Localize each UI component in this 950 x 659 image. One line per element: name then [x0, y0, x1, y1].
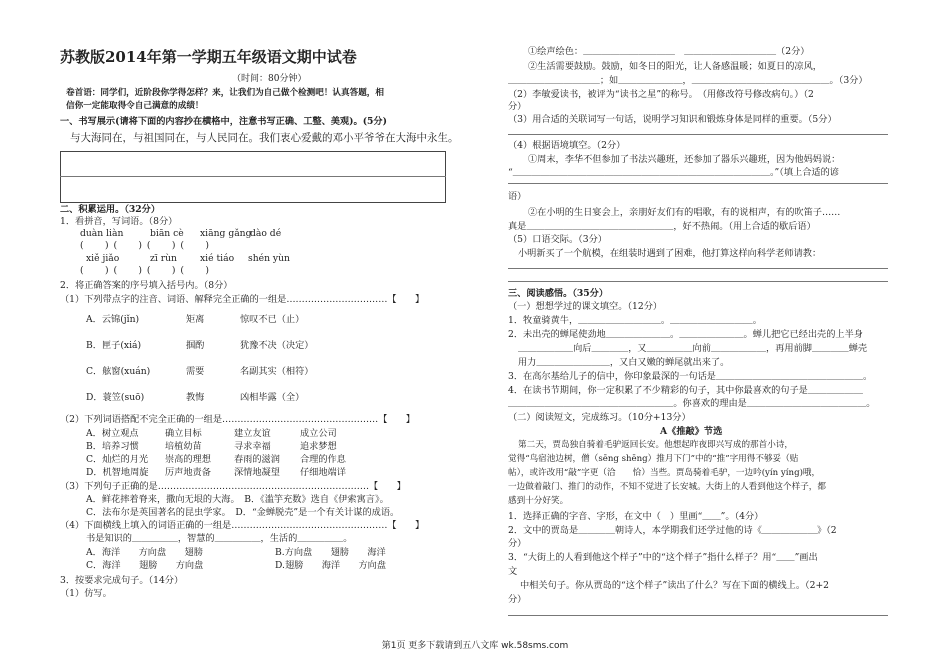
- answer-line-3[interactable]: [508, 268, 888, 269]
- option-2-4-d: D.翅膀 海洋 方向盘: [275, 560, 387, 571]
- r-line-11: ②在小明的生日宴会上，亲朋好友们有的唱歌，有的说相声，有的吹笛子……: [528, 207, 841, 218]
- pinyin-4: dào dé: [250, 228, 282, 239]
- answer-line-2[interactable]: [508, 183, 888, 184]
- option-2-2-d-4: 仔细地端详: [300, 467, 346, 478]
- question-2-4: （4）下面横线上填入的词语正确的一组是……………………………………………【 】: [60, 520, 425, 531]
- passage-line-5: 感到十分好笑。: [508, 496, 569, 506]
- answer-line-1[interactable]: [508, 134, 888, 135]
- pinyin-5: xiě jiǎo: [86, 253, 120, 264]
- r-line-20: 3．在高尔基给儿子的信中，你印象最深的一句话是＿＿＿＿＿＿＿＿＿＿＿＿＿＿＿＿。: [508, 371, 873, 382]
- r-line-23: （二）阅读短文，完成练习。（10分+13分）: [508, 412, 691, 423]
- r-line-5: 分）: [508, 101, 527, 112]
- r-line-3: ＿＿＿＿＿＿＿＿＿＿；如＿＿＿＿＿＿＿，＿＿＿＿＿＿＿＿＿＿＿＿＿＿＿。（3分）: [508, 75, 868, 86]
- pinyin-8: shén yùn: [248, 253, 290, 264]
- page-footer: 第1页 更多下载请到五八文库 wk.58sms.com: [381, 641, 569, 651]
- r-line-32: 分）: [508, 538, 527, 549]
- option-2-3-cd: C．法布尔是英国著名的昆虫学家。 D．“金蝉脱壳”是一个有关计谋的成语。: [86, 507, 400, 518]
- option-2-2-a-2: 确立目标: [165, 428, 202, 439]
- handwriting-box-divider: [60, 176, 446, 177]
- r-line-15: （一）想想学过的课文填空。（12分）: [508, 301, 663, 312]
- handwriting-box[interactable]: [60, 151, 446, 203]
- option-2-2-c-4: 合理的作息: [300, 454, 346, 465]
- section-1-heading: 一、书写展示(请将下面的内容抄在横格中，注意书写正确、工整、美观)。(5分): [60, 116, 387, 127]
- option-2-1-b-3: 犹豫不决（决定）: [240, 340, 314, 351]
- option-2-4-a: A．海洋 方向盘 翅膀: [86, 547, 203, 558]
- r-line-7: （4）根据语境填空。（2分）: [508, 140, 626, 151]
- r-line-34: 文: [508, 566, 518, 577]
- r-line-31: 2．文中的贾岛是＿＿＿＿朝诗人，本学期我们还学过他的诗《＿＿＿＿＿＿》（2: [508, 525, 837, 536]
- answer-line-4[interactable]: [508, 281, 888, 282]
- answer-blanks-row-1[interactable]: ( ) ( ) ( ) ( ): [80, 240, 210, 251]
- option-2-4-c: C．海洋 翅膀 方向盘: [86, 560, 204, 571]
- greeting-line-2: 信你一定能取得令自己满意的成绩！: [66, 101, 204, 111]
- option-2-1-b-2: 掴酌: [186, 340, 205, 351]
- option-2-2-b-1: B．培养习惯: [86, 441, 139, 452]
- option-2-2-a-3: 建立友谊: [234, 428, 271, 439]
- option-2-2-c-3: 春雨的滋润: [234, 454, 280, 465]
- question-3-1: （1）仿写。: [60, 588, 112, 599]
- r-line-1: ①绘声绘色：＿＿＿＿＿＿＿＿＿＿ ＿＿＿＿＿＿＿＿＿＿（2分）: [528, 46, 810, 57]
- pinyin-3: xiāng gǎng: [200, 228, 252, 239]
- option-2-2-a-1: A．树立观点: [86, 428, 139, 439]
- option-2-2-d-1: D．机智地周旋: [86, 467, 149, 478]
- option-2-1-c-2: 需要: [186, 366, 205, 377]
- r-line-19: 用力＿＿＿＿＿＿＿＿，又白又嫩的蝉尾就出来了。: [518, 357, 730, 368]
- option-2-2-a-4: 成立公司: [300, 428, 337, 439]
- option-2-2-d-2: 厉声地责备: [165, 467, 211, 478]
- option-2-2-c-2: 崇高的理想: [165, 454, 211, 465]
- r-line-9: “＿＿＿＿＿＿＿＿＿＿＿＿＿＿＿＿＿＿＿＿＿＿＿＿＿＿＿＿。”（填上合适的谚: [508, 167, 839, 178]
- option-2-2-b-4: 追求梦想: [300, 441, 337, 452]
- answer-line-5[interactable]: [508, 615, 888, 616]
- copy-sentence: 与大海同在，与祖国同在，与人民同在。我们衷心爱戴的邓小平爷爷在大海中永生。: [70, 132, 459, 144]
- exam-title: 苏教版2014年第一学期五年级语文期中试卷: [60, 48, 357, 66]
- pinyin-1: duàn liàn: [80, 228, 124, 239]
- r-line-13: （5）口语交际。（3分）: [508, 234, 607, 245]
- r-line-8: ①周末，李华不但参加了书法兴趣班，还参加了器乐兴趣班，因为他妈妈说：: [528, 154, 841, 165]
- pinyin-6: zī rùn: [150, 253, 177, 264]
- r-line-30: 1．选择正确的字音、字形，在文中（ ）里画“＿＿”。（4分）: [508, 511, 764, 522]
- section-3-heading: 三、阅读感悟。（35分）: [508, 288, 609, 299]
- r-line-22: ＿＿＿＿＿＿＿＿＿＿＿＿＿＿＿＿＿＿。你喜欢的理由是＿＿＿＿＿＿＿＿＿＿＿＿＿。: [508, 398, 876, 409]
- option-2-2-b-3: 寻求幸福: [234, 441, 271, 452]
- r-line-35: 中相关句子。你从贾岛的“这个样子”读出了什么？写在下面的横线上。（2+2: [520, 580, 829, 591]
- passage-line-3: 帖），或许改用“敲”字更（洽 恰）当些。贾岛骑着毛驴，一边吟(yín yíng)哦，: [508, 468, 821, 478]
- option-2-1-d-2: 教悔: [186, 392, 205, 403]
- option-2-1-a-3: 惊叹不已（止）: [240, 314, 305, 325]
- pinyin-2: biān cè: [150, 228, 184, 239]
- passage-line-4: 一边做着敲门、推门的动作，不知不觉进了长安城。大街上的人看到他这个样子，都: [508, 482, 826, 492]
- r-line-6: （3）用合适的关联词写一句话，说明学习知识和锻炼身体是同样的重要。（5分）: [508, 114, 837, 125]
- question-2: 2．将正确答案的序号填入括号内。（8分）: [60, 280, 233, 291]
- section-2-heading: 二、积累运用。（32分）: [60, 204, 161, 215]
- r-line-2: ②生活需要鼓励。鼓励，如冬日的阳光，让人备感温暖；如夏日的凉风，: [528, 61, 822, 72]
- option-2-1-b-1: B．匣子(xiá): [86, 340, 142, 351]
- r-line-16: 1．牧童骑黄牛，＿＿＿＿＿＿＿＿＿。＿＿＿＿＿＿＿＿＿。: [508, 315, 762, 326]
- passage-title: A《推敲》节选: [660, 426, 723, 437]
- option-2-2-d-3: 深情地凝望: [234, 467, 280, 478]
- greeting-line-1: 卷首语：同学们，近阶段你学得怎样？来，让我们为自己做个检测吧！认真答题，相: [66, 88, 384, 98]
- r-line-12: 真是＿＿＿＿＿＿＿＿＿＿＿＿＿＿＿＿，好不热闹。（用上合适的歇后语）: [508, 221, 816, 232]
- option-2-1-a-1: A．云锦(jǐn): [86, 314, 140, 325]
- r-line-36: 分）: [508, 594, 527, 605]
- option-2-1-d-3: 凶相毕露（全）: [240, 392, 305, 403]
- pinyin-7: xié tiáo: [200, 253, 235, 264]
- option-2-1-c-3: 名副其实（相符）: [240, 366, 314, 377]
- r-line-21: 4．在读书节期间，你一定积累了不少精彩的句子，其中你最喜欢的句子是＿＿＿＿＿＿: [508, 385, 863, 396]
- passage-line-1: 第二天，贾岛独自骑着毛驴返回长安。他想起昨夜即兴写成的那首小诗，: [518, 440, 794, 450]
- question-2-3: （3）下列句子正确的是……………………………………………………………【 】: [60, 481, 406, 492]
- option-2-4-b: B.方向盘 翅膀 海洋: [275, 547, 386, 558]
- option-2-2-c-1: C．灿烂的月光: [86, 454, 149, 465]
- option-2-1-c-1: C．舷窗(xuán): [86, 366, 151, 377]
- option-2-2-b-2: 培植幼苗: [165, 441, 202, 452]
- question-2-4-stem: 书是知识的＿＿＿＿＿，智慧的＿＿＿＿＿，生活的＿＿＿＿＿。: [86, 533, 353, 544]
- question-2-2: （2）下列词语搭配不完全正确的一组是……………………………………………【 】: [60, 414, 415, 425]
- option-2-1-a-2: 矩离: [186, 314, 205, 325]
- r-line-33: 3．“大街上的人看到他这个样子”中的“这个样子”指什么样子？用“＿＿”画出: [508, 552, 818, 563]
- r-line-14: 小明新买了一个航模，在组装时遇到了困难，他打算这样向科学老师请教：: [518, 248, 822, 259]
- time-note: （时间：80分钟）: [232, 74, 307, 84]
- r-line-4: （2）李敏爱读书，被评为“读书之星”的称号。 （用修改符号修改病句。）（2: [508, 89, 814, 100]
- r-line-18: ＿＿＿＿＿＿向后＿＿＿＿，又＿＿＿＿＿向前＿＿＿＿＿＿，再用前脚＿＿＿＿蝉壳: [518, 343, 868, 354]
- question-3: 3．按要求完成句子。（14分）: [60, 575, 184, 586]
- passage-line-2: 觉得“鸟宿池边树，僧（sēng shēng）推月下门”中的“推”字用得不够妥（贴: [508, 454, 799, 464]
- r-line-17: 2．未出壳的蝉尾使劲地＿＿＿＿＿＿＿。＿＿＿＿＿＿＿。蝉儿把它已经出壳的上半身: [508, 329, 863, 340]
- question-1: 1．看拼音，写词语。（8分）: [60, 216, 178, 227]
- r-line-10: 语）: [508, 191, 527, 202]
- answer-blanks-row-2[interactable]: ( ) ( ) ( ) ( ): [80, 265, 210, 276]
- option-2-3-ab: A．鲜花摔着脊来，撒向无垠的大海。 B．《滥竽充数》选自《伊索寓言》。: [86, 494, 389, 505]
- question-2-1: （1）下列带点字的注音、词语、解释完全正确的一组是……………………………【 】: [60, 294, 425, 305]
- option-2-1-d-1: D．蓑笠(suō): [86, 392, 145, 403]
